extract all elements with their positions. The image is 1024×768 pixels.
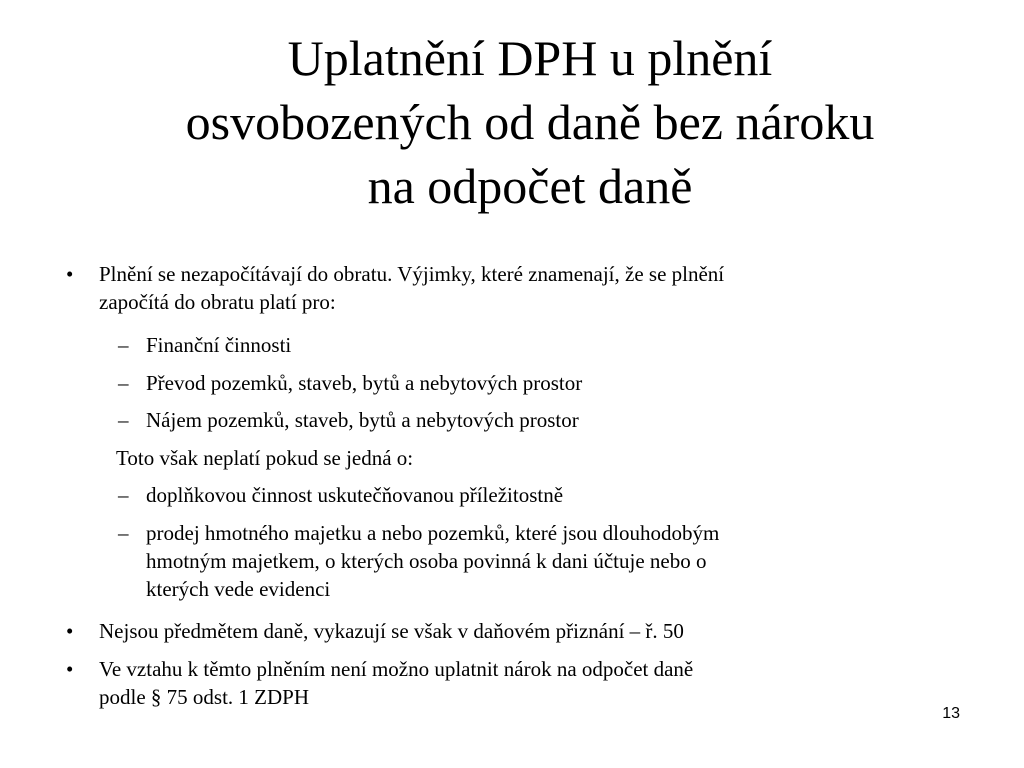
bullet-text [99,655,693,711]
dash-marker: – [118,333,129,357]
text-line: prodej hmotného majetku a nebo pozemků, které jsou dlouhodobým [146,521,720,545]
text-line: Ve vztahu k těmto plněním není možno uplatnit nárok na odpočet daně [99,657,694,681]
paragraph-text [116,444,413,472]
slide-number: 13 [942,705,960,722]
dash-marker: – [118,483,129,507]
text-line: hmotným majetkem, o kterých osoba povinná k dani účtuje nebo o [146,549,707,573]
bullet-marker: • [66,619,74,643]
sub-item-text [146,369,582,397]
text-line: Plnění se nezapočítávají do obratu. Výjimky, které znamenají, že se plnění [99,262,725,286]
bullet-marker: • [66,262,74,286]
title-line: Uplatnění DPH u plnění [287,30,773,86]
title-line: osvobozených od daně bez nároku [185,94,875,150]
bullet-text [99,260,724,316]
sub-item-text [146,406,579,434]
text-line: započítá do obratu platí pro: [99,290,336,314]
title-line: na odpočet daně [367,158,693,214]
sub-item-text [146,519,719,603]
dash-marker: – [118,371,129,395]
text-line: doplňkovou činnost uskutečňovanou příležitostně [146,483,564,507]
dash-marker: – [118,408,129,432]
text-line: podle § 75 odst. 1 ZDPH [99,685,309,709]
bullet-text [99,617,684,645]
text-line: Nejsou předmětem daně, vykazují se však v daňovém přiznání – ř. 50 [99,619,684,643]
text-line: kterých vede evidenci [146,577,331,601]
sub-item-text [146,331,291,359]
text-line: Finanční činnosti [146,333,292,357]
sub-item-text [146,481,563,509]
text-line: Převod pozemků, staveb, bytů a nebytových prostor [146,371,583,395]
text-line: Toto však neplatí pokud se jedná o: [116,446,414,470]
slide-title [80,26,980,218]
text-line: Nájem pozemků, staveb, bytů a nebytových prostor [146,408,579,432]
dash-marker: – [118,521,129,545]
bullet-marker: • [66,657,74,681]
